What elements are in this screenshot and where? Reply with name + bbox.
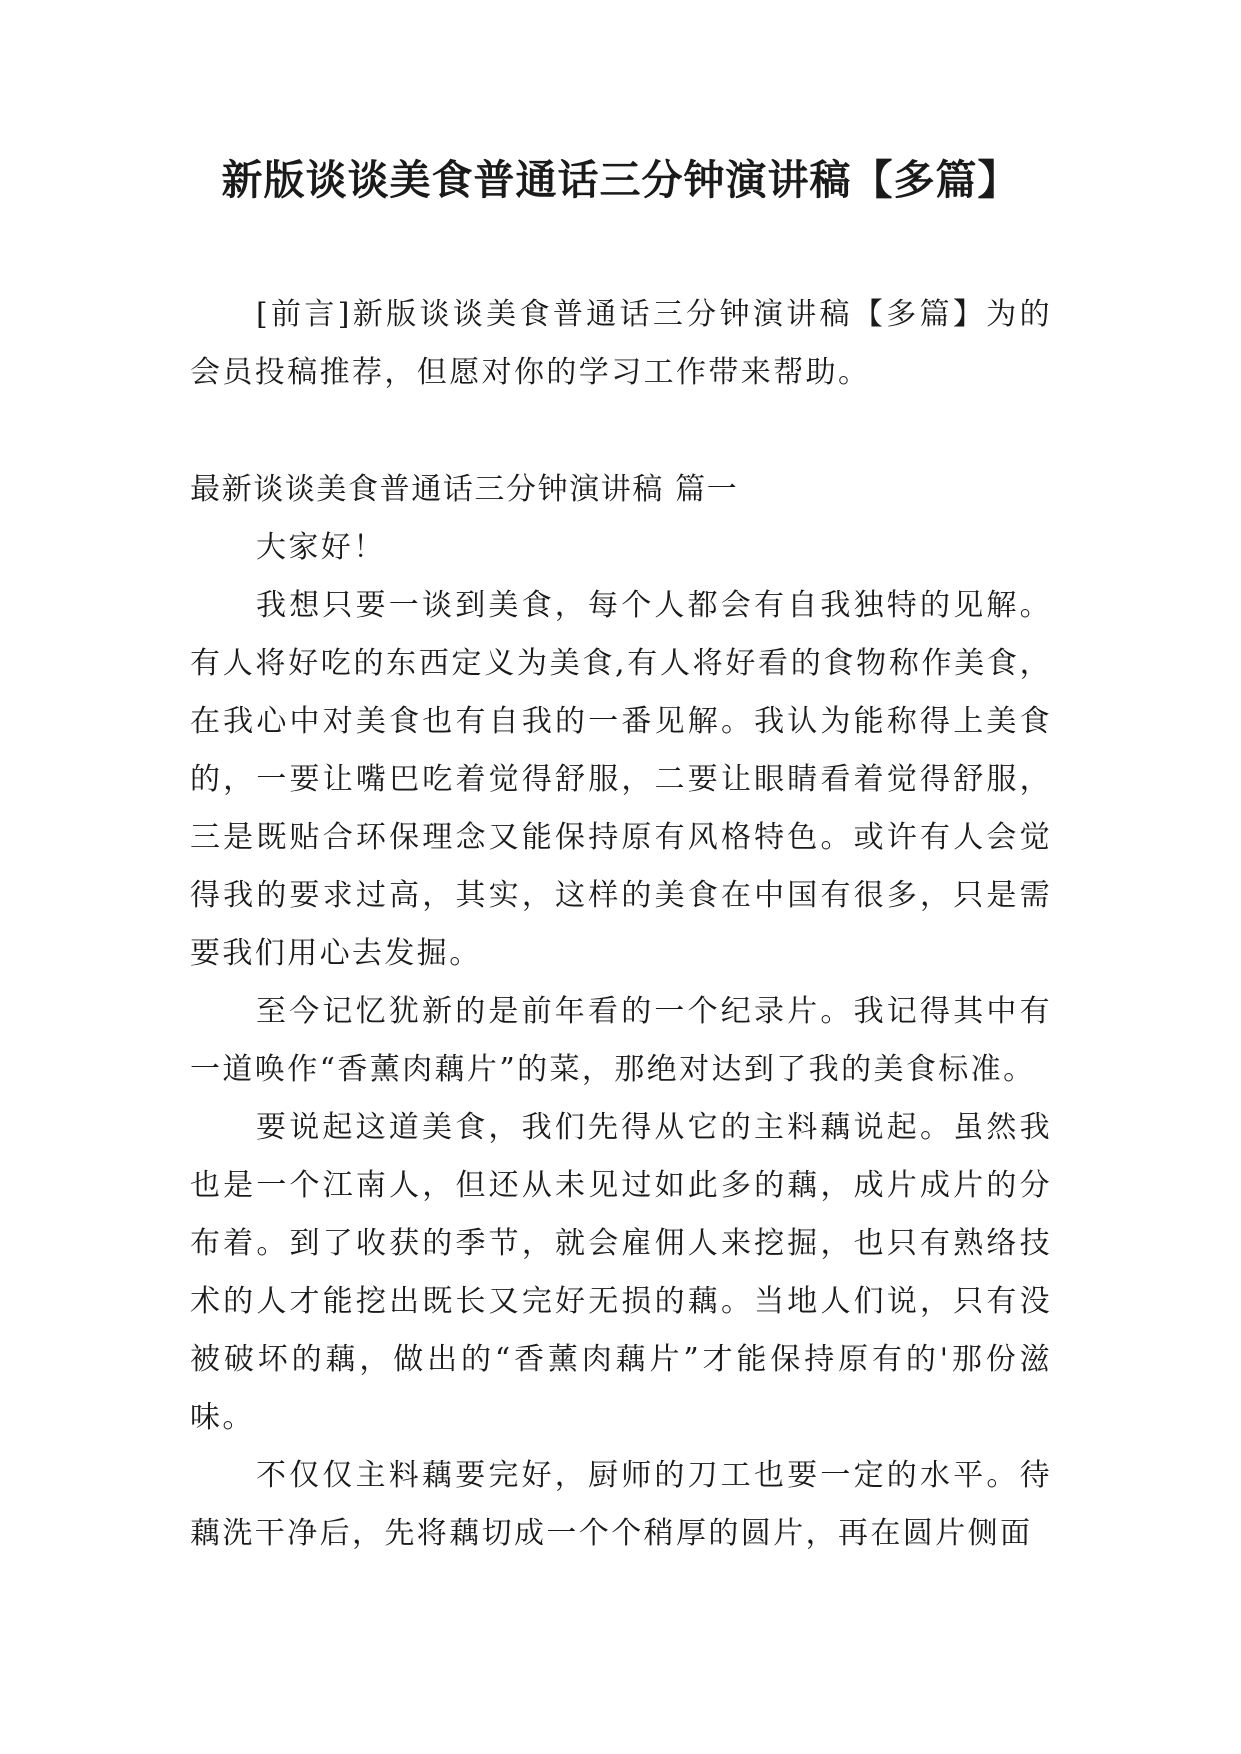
paragraph: 不仅仅主料藕要完好，厨师的刀工也要一定的水平。待藕洗干净后，先将藕切成一个个稍厚的圆片，再在圆片侧面 [190,1458,1052,1551]
article-body [190,461,1052,1563]
paragraph: 我想只要一谈到美食，每个人都会有自我独特的见解。有人将好吃的东西定义为美食,有人将好看的食物称作美食，在我心中对美食也有自我的一番见解。我认为能称得上美食的，一要让嘴巴吃着觉得舒服，二要让眼睛看着觉得舒服，三是既贴合环保理念又能保持原有风格特色。或许有人会觉得我的要求过高，其实，这样的美食在中国有很多，只是需要我们用心去发掘。 [190,588,1052,971]
paragraph-greeting: 大家好！ [256,530,386,565]
paragraph: 要说起这道美食，我们先得从它的主料藕说起。虽然我也是一个江南人，但还从未见过如此多的藕，成片成片的分布着。到了收获的季节，就会雇佣人来挖掘，也只有熟络技术的人才能挖出既长又完好无损的藕。当地人们说，只有没被破坏的藕，做出的“香薰肉藕片”才能保持原有的'那份滋味。 [190,1110,1052,1435]
section-heading: 最新谈谈美食普通话三分钟演讲稿 篇一 [190,472,739,507]
document-title: 新版谈谈美食普通话三分钟演讲稿【多篇】 [221,156,1020,204]
paragraph: 至今记忆犹新的是前年看的一个纪录片。我记得其中有一道唤作“香薰肉藕片”的菜，那绝对达到了我的美食标准。 [190,994,1052,1087]
intro-paragraph: [前言]新版谈谈美食普通话三分钟演讲稿【多篇】为的会员投稿推荐，但愿对你的学习工作带来帮助。 [190,297,1052,390]
